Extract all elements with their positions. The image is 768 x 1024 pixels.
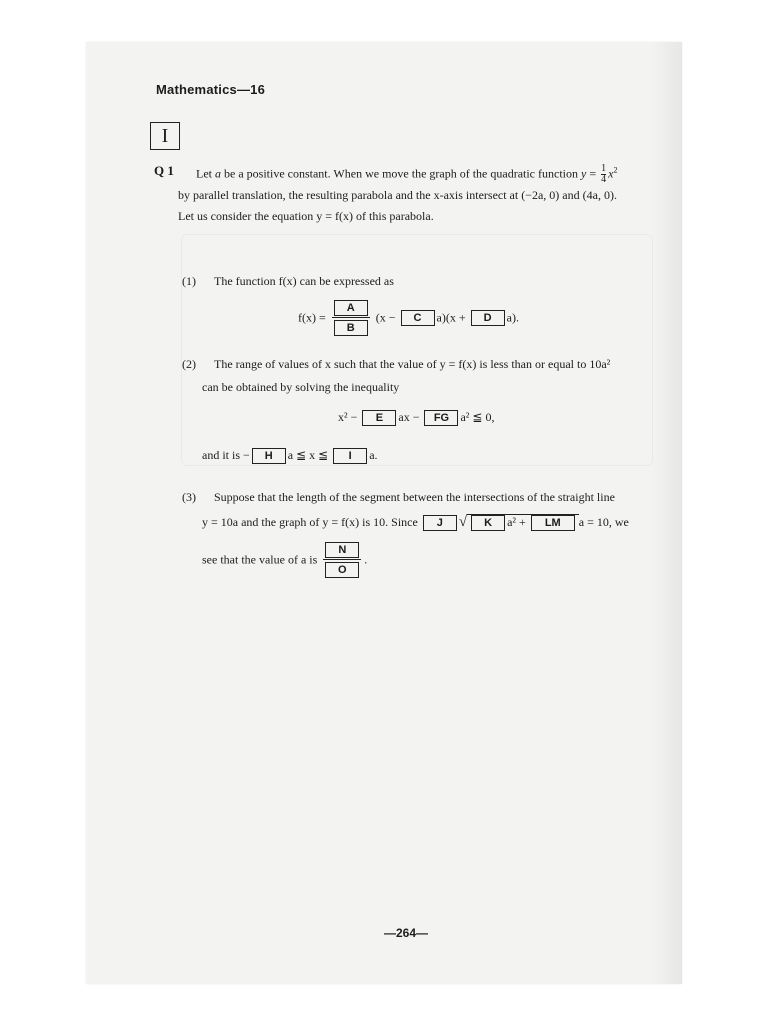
part3-text1: Suppose that the length of the segment between the intersections of the straight line (214, 490, 615, 504)
sqrt-radicand (467, 514, 579, 531)
part3-text: a² + (507, 515, 529, 529)
q1-line3: Let us consider the equation y = f(x) of this parabola. (178, 209, 434, 223)
part2-text2: can be obtained by solving the inequality (202, 380, 400, 394)
part1-formula (298, 300, 519, 336)
page-header: Mathematics—16 (156, 82, 266, 97)
part3-text: see that the value of a is (202, 552, 321, 567)
fraction-denominator: 4 (601, 174, 607, 185)
part3-text: . (364, 552, 368, 567)
q1-text: Let (196, 166, 215, 181)
q1-var: y (581, 166, 587, 181)
fraction-A-over-B (332, 300, 370, 336)
page-edge-shadow (652, 42, 682, 984)
sqrt-sign: √ (458, 514, 468, 530)
fraction-numerator: 1 (601, 163, 607, 174)
q1-text: be a positive constant. When we move the graph of the quadratic function (221, 166, 581, 181)
answer-box-K[interactable]: K (471, 515, 505, 531)
part1-text: The function f(x) can be expressed as (214, 274, 394, 288)
answer-box-C[interactable]: C (401, 310, 435, 326)
inequality-text: ax − (398, 410, 423, 424)
part3-text3 (202, 542, 367, 578)
answer-box-N[interactable]: N (325, 542, 359, 558)
answer-box-E[interactable]: E (362, 410, 396, 426)
q1-var: a (215, 166, 221, 181)
part2-text1: The range of values of x such that the value of y = f(x) is less than or equal to 10a² (214, 357, 611, 371)
part2-range (202, 448, 378, 464)
part2-label: (2) (182, 357, 196, 371)
answer-box-B[interactable]: B (334, 320, 368, 336)
answer-box-LM[interactable]: LM (531, 515, 575, 531)
q1-exponent: 2 (613, 165, 618, 175)
answer-box-A[interactable]: A (334, 300, 368, 316)
q1-var: x (608, 166, 614, 181)
formula-text: (x − (375, 310, 399, 325)
part3-label: (3) (182, 490, 196, 504)
fraction-N-over-O (323, 542, 361, 578)
answer-box-H[interactable]: H (252, 448, 286, 464)
part2-inequality (338, 410, 494, 426)
answer-box-O[interactable]: O (325, 562, 359, 578)
answer-box-D[interactable]: D (471, 310, 505, 326)
formula-text: a)(x + (436, 310, 469, 325)
formula-lhs: f(x) = (298, 310, 329, 325)
part3-text: a = 10, we (578, 515, 629, 529)
fraction-one-quarter (601, 164, 606, 185)
part3-text: y = 10a and the graph of y = f(x) is 10. Since (202, 515, 421, 529)
part1-label: (1) (182, 274, 196, 288)
q1-line1 (196, 164, 617, 185)
question-label: Q 1 (154, 163, 174, 178)
range-text: a. (369, 448, 378, 462)
part3-text2 (202, 514, 629, 531)
range-text: a ≦ x ≦ (287, 448, 332, 462)
q1-line2: by parallel translation, the resulting parabola and the x-axis intersect at (−2a, 0) and (4a, 0). (178, 188, 617, 202)
page-number: —264— (384, 926, 429, 940)
exam-page (86, 42, 682, 984)
range-text: and it is − (202, 448, 250, 462)
inequality-text: x² − (338, 410, 361, 424)
q1-text: = (586, 166, 600, 181)
answer-box-FG[interactable]: FG (424, 410, 458, 426)
inequality-text: a² ≦ 0, (460, 410, 495, 424)
bleed-through-panel (181, 234, 653, 466)
answer-box-J[interactable]: J (423, 515, 457, 531)
answer-box-I[interactable]: I (333, 448, 367, 464)
section-number-box: I (150, 122, 180, 150)
formula-text: a). (506, 310, 519, 325)
